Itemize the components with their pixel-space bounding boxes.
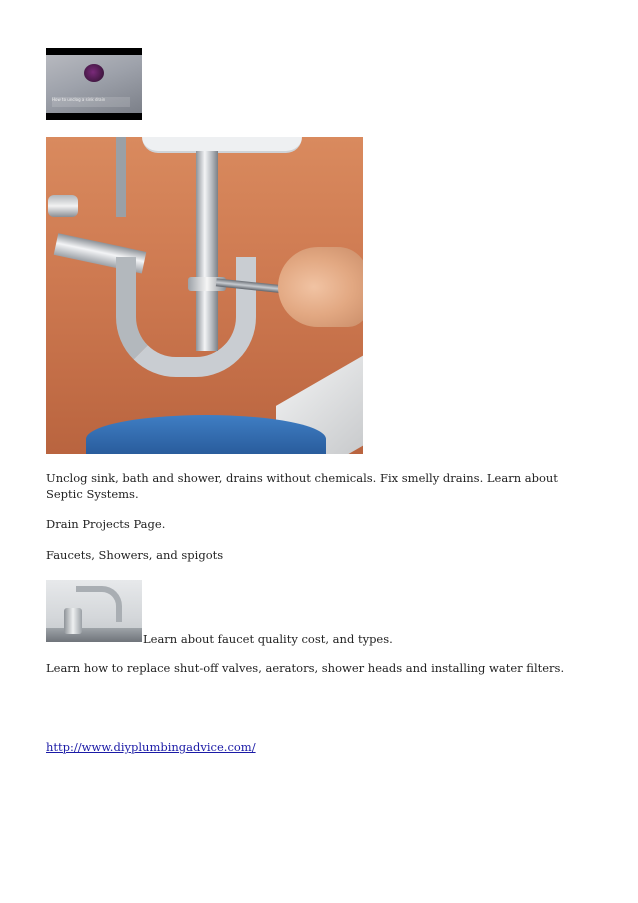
p-trap [116, 257, 256, 377]
intro-paragraph: Unclog sink, bath and shower, drains without chemicals. Fix smelly drains. Learn about Septic Systems. [46, 471, 558, 501]
site-url-link[interactable]: http://www.diyplumbingadvice.com/ [46, 740, 256, 754]
faucet-spout [76, 586, 122, 622]
drain-projects-text: Drain Projects Page. [46, 517, 166, 531]
thumbnail-caption: How to unclog a sink drain [52, 97, 130, 107]
faucet-sink [46, 628, 142, 642]
shutoff-valve [48, 195, 78, 217]
faucet-caption: Learn about faucet quality cost, and types. [143, 632, 393, 646]
wall-bracket [116, 137, 126, 217]
faucet-thumbnail-image [46, 580, 142, 642]
drain-icon [84, 64, 104, 82]
hand [278, 247, 363, 327]
vertical-pipe [196, 151, 218, 351]
thumbnail-still [46, 55, 142, 113]
replace-paragraph: Learn how to replace shut-off valves, aerators, shower heads and installing water filters. [46, 661, 565, 675]
sink-bottom [142, 137, 302, 153]
sink-drain-photo [46, 137, 363, 454]
faucets-heading: Faucets, Showers, and spigots [46, 548, 224, 562]
video-thumbnail-image[interactable] [46, 48, 142, 120]
